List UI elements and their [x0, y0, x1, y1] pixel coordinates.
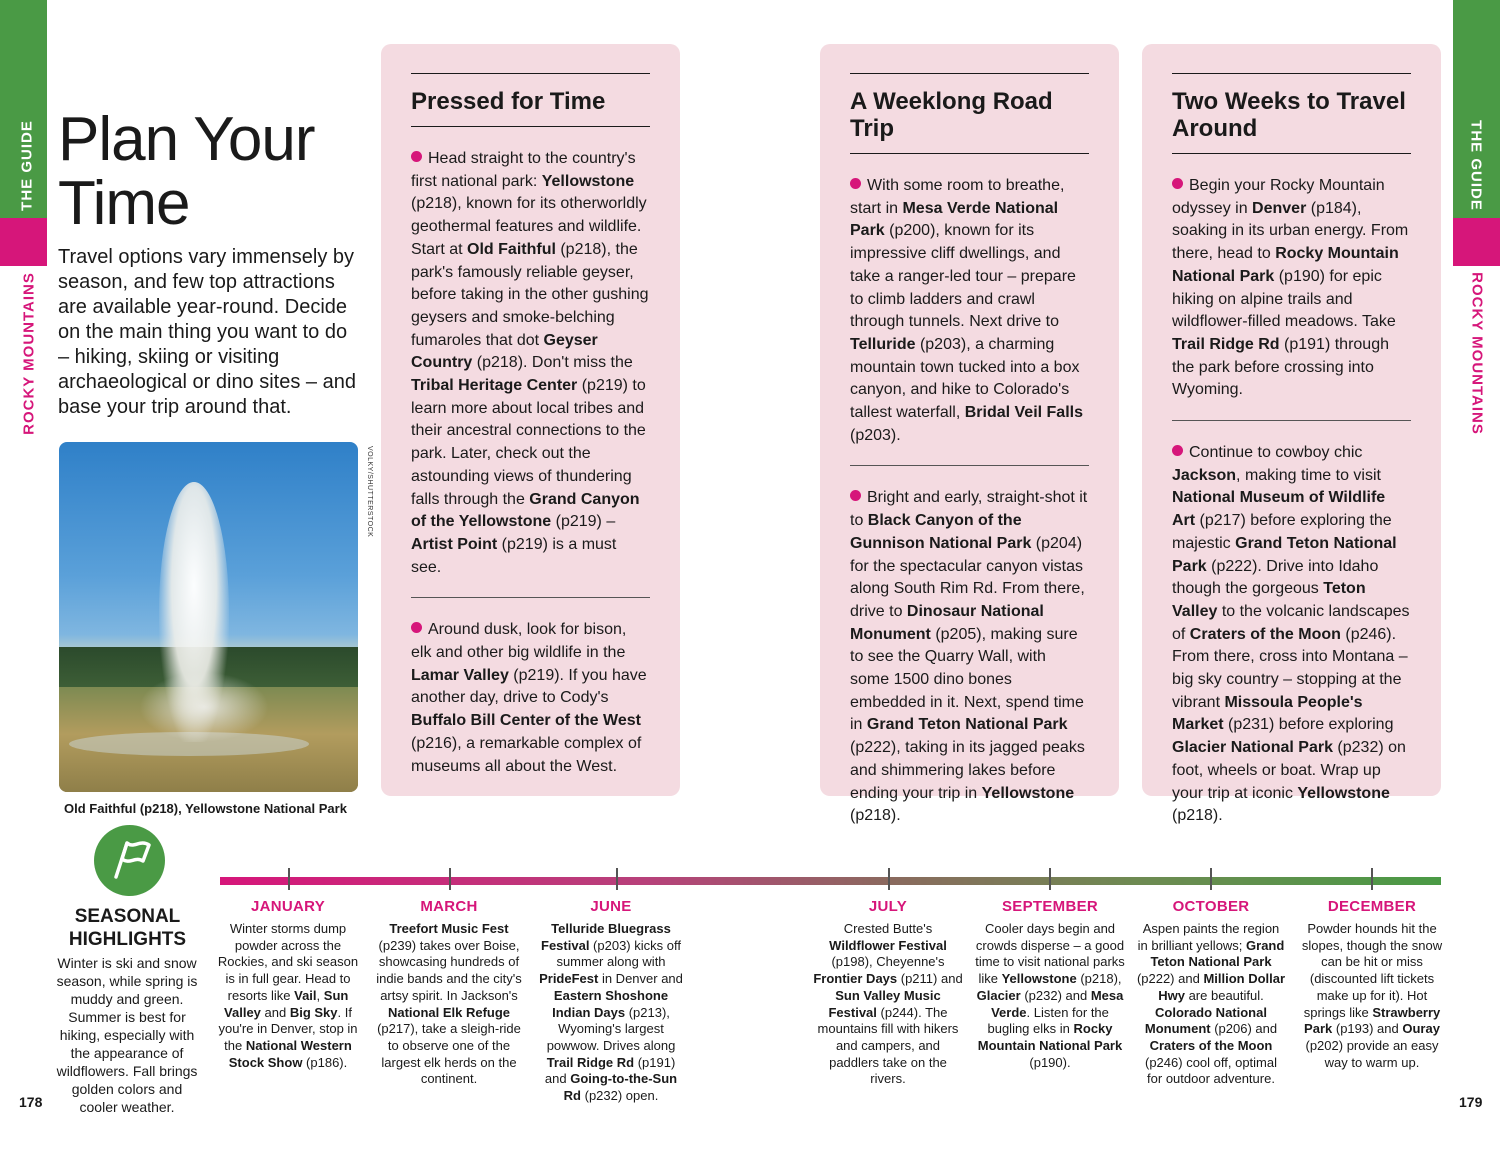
page-number-right: 179: [1459, 1094, 1483, 1110]
left-tab-pink: [0, 218, 47, 266]
page-number-left: 178: [19, 1094, 43, 1110]
left-tab-guide-label: THE GUIDE: [18, 120, 36, 211]
card-section: With some room to breathe, start in Mesa Verde National Park (p200), known for its impressive cliff dwellings, and take a ranger-led tour – prepare to climb ladders and crawl through tunnels. Next drive to Telluride (p203), a charming mountain town tucked into a box canyon, and hike to Colorado's tallest waterfall, Bridal Veil Falls (p203).: [850, 177, 1083, 444]
old-faithful-photo: [59, 442, 358, 792]
month-december: [1297, 897, 1447, 1071]
month-text: Telluride Bluegrass Festival (p203) kicks off summer along with PrideFest in Denver and Eastern Shoshone Indian Days (p213), Wyoming's largest powwow. Drives along Trail Ridge Rd (p191) and Going-to-the-Sun Rd (p232) open.: [539, 921, 683, 1104]
bullet-dot-icon: [850, 490, 861, 501]
timeline-tick: [1049, 868, 1051, 890]
right-tab-guide-label: THE GUIDE: [1467, 120, 1485, 211]
month-name: JUNE: [590, 898, 632, 915]
month-name: JULY: [868, 898, 908, 915]
photo-geyser-plume: [159, 482, 229, 742]
month-text: Treefort Music Fest (p239) takes over Boise, showcasing hundreds of indie bands and the city's artsy spirit. In Jackson's National Elk Refuge (p217), take a sleigh-ride to observe one of the largest elk herds on the continent.: [376, 921, 522, 1087]
seasonal-text: Winter is ski and snow season, while spring is muddy and green. Summer is best for hiking, especially with the appearance of wildflowers. Fall brings golden colors and cooler weather.: [56, 955, 198, 1115]
month-text: Aspen paints the region in brilliant yellows; Grand Teton National Park (p222) and Million Dollar Hwy are beautiful. Colorado National Monument (p206) and Craters of the Moon (p246) cool off, optimal for outdoor adventure.: [1136, 921, 1286, 1087]
bullet-dot-icon: [411, 151, 422, 162]
timeline-tick: [616, 868, 618, 890]
bullet-dot-icon: [411, 622, 422, 633]
seasonal-heading: [50, 905, 205, 951]
page-title: [58, 105, 358, 238]
card-two-weeks: [1142, 44, 1441, 825]
seasonal-heading-line2: HIGHLIGHTS: [68, 929, 187, 950]
bullet-dot-icon: [1172, 178, 1183, 189]
timeline-tick: [888, 868, 890, 890]
timeline-bar: [220, 877, 1441, 885]
month-text: Winter storms dump powder across the Rockies, and ski season is in full gear. Head to resorts like Vail, Sun Valley and Big Sky. If you're in Denver, stop in the National Western Stock Show (p186).: [217, 921, 359, 1070]
card-title: Two Weeks to Travel Around: [1172, 88, 1406, 142]
card-title: A Weeklong Road Trip: [850, 88, 1053, 142]
card-weeklong-road-trip: [820, 44, 1119, 825]
flag-icon: [94, 825, 165, 896]
month-july: [813, 897, 963, 1088]
intro-paragraph: Travel options vary immensely by season, and few top attractions are available year-round. Decide on the main thing you want to do – hiking, skiing or visiting archaeological or dino sites – and base your trip around that.: [58, 246, 356, 418]
month-september: [975, 897, 1125, 1071]
month-name: DECEMBER: [1327, 898, 1417, 915]
left-tab-region-label: ROCKY MOUNTAINS: [20, 272, 38, 435]
bullet-dot-icon: [850, 178, 861, 189]
month-text: Cooler days begin and crowds disperse – a good time to visit national parks like Yellowstone (p218), Glacier (p232) and Mesa Verde. Listen for the bugling elks in Rocky Mountain National Park (p190).: [975, 921, 1125, 1070]
month-june: [536, 897, 686, 1105]
photo-credit: VOLKY/SHUTTERSTOCK: [366, 446, 373, 538]
card-section: Continue to cowboy chic Jackson, making time to visit National Museum of Wildlife Art (p217) before exploring the majestic Grand Teton National Park (p222). Drive into Idaho though the gorgeous Teton Valley to the volcanic landscapes of Craters of the Moon (p246). From there, cross into Montana – big sky country – stopping at the vibrant Missoula People's Market (p231) before exploring Glacier National Park (p232) on foot, wheels or boat. Wrap up your trip at iconic Yellowstone (p218).: [1172, 444, 1410, 825]
month-march: [374, 897, 524, 1088]
timeline-tick: [449, 868, 451, 890]
card-section: Bright and early, straight-shot it to Black Canyon of the Gunnison National Park (p204) for the spectacular canyon vistas along South Rim Rd. From there, drive to Dinosaur National Monument (p205), making sure to see the Quarry Wall, with some 1500 dino bones embedded in it. Next, spend time in Grand Teton National Park (p222), taking in its jagged peaks and shimmering lakes before ending your trip in Yellowstone (p218).: [850, 489, 1088, 825]
seasonal-heading-line1: SEASONAL: [74, 906, 181, 927]
card-section: Around dusk, look for bison, elk and other big wildlife in the Lamar Valley (p219). If you have another day, drive to Cody's Buffalo Bill Center of the West (p216), a remarkable complex of museums all about the West.: [411, 621, 647, 775]
card-section: Begin your Rocky Mountain odyssey in Denver (p184), soaking in its urban energy. From there, head to Rocky Mountain National Park (p190) for epic hiking on alpine trails and wildflower-filled meadows. Take Trail Ridge Rd (p191) through the park before crossing into Wyoming.: [1172, 177, 1409, 399]
card-title: Pressed for Time: [411, 88, 606, 115]
month-text: Powder hounds hit the slopes, though the snow can be hit or miss (discounted lift tickets make up for it). Hot springs like Strawberry Park (p193) and Ouray (p202) provide an easy way to warm up.: [1301, 921, 1443, 1070]
card-section: Head straight to the country's first national park: Yellowstone (p218), known for its otherworldly geothermal features and wildlife. Start at Old Faithful (p218), the park's famously reliable geyser, before taking in the other gushing geysers and smoke-belching fumaroles that dot Geyser Country (p218). Don't miss the Tribal Heritage Center (p219) to learn more about local tribes and their ancestral connections to the park. Later, check out the astounding views of thundering falls through the Grand Canyon of the Yellowstone (p219) – Artist Point (p219) is a must see.: [411, 150, 649, 576]
month-name: SEPTEMBER: [1001, 898, 1099, 915]
page-title-line1: Plan Your: [58, 105, 315, 174]
month-name: JANUARY: [250, 898, 326, 915]
photo-caption: Old Faithful (p218), Yellowstone National Park: [64, 801, 347, 816]
month-january: [213, 897, 363, 1071]
timeline-tick: [1210, 868, 1212, 890]
right-tab-pink: [1453, 218, 1500, 266]
timeline-tick: [288, 868, 290, 890]
month-name: MARCH: [420, 898, 478, 915]
right-tab-region-label: ROCKY MOUNTAINS: [1468, 272, 1486, 435]
card-pressed-for-time: [381, 44, 680, 796]
month-name: OCTOBER: [1172, 898, 1250, 915]
page-title-line2: Time: [58, 169, 190, 238]
month-text: Crested Butte's Wildflower Festival (p198), Cheyenne's Frontier Days (p211) and Sun Valley Music Festival (p244). The mountains fill with hikers and campers, and paddlers take on the rivers.: [813, 921, 963, 1087]
timeline-tick: [1371, 868, 1373, 890]
bullet-dot-icon: [1172, 445, 1183, 456]
month-october: [1136, 897, 1286, 1088]
